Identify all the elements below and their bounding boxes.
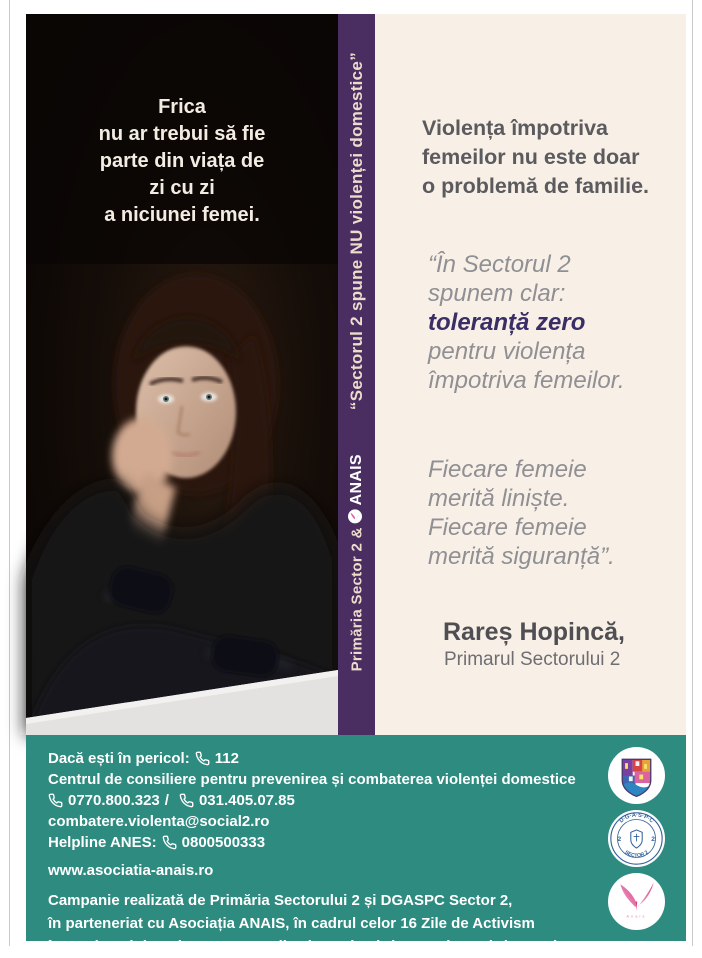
helpline-line xyxy=(48,832,588,853)
phone-number-1: 0770.800.323 xyxy=(68,792,160,809)
headline-line: a niciunei femei. xyxy=(104,204,260,226)
purple-spine xyxy=(338,14,375,735)
phone-icon xyxy=(179,793,194,808)
author-name: Rareș Hopincă, xyxy=(443,618,626,646)
anais-logo xyxy=(608,873,665,930)
campaign-poster xyxy=(26,14,686,955)
helpline-number: 0800500333 xyxy=(181,834,266,851)
spine-partners-prefix: Primăria Sector 2 & xyxy=(348,527,365,672)
footer-contact-info xyxy=(48,748,588,958)
heading-line: femeilor nu este doar xyxy=(422,145,640,169)
phone-icon xyxy=(48,793,63,808)
helpline-label: Helpline ANES: xyxy=(48,834,157,851)
quote-line: Fiecare femeie xyxy=(428,514,587,541)
website-line: www.asociatia-anais.ro xyxy=(48,862,214,879)
quote-line: merită siguranță”. xyxy=(428,543,615,570)
primaria-sector2-logo xyxy=(608,747,665,804)
spine-slogan-text: “Sectorul 2 spune NU violenței domestice” xyxy=(346,52,366,411)
spine-partners-text xyxy=(348,454,366,671)
phone-number-2: 031.405.07.85 xyxy=(198,792,295,809)
anais-mini-logo-icon xyxy=(350,509,364,523)
emergency-number: 112 xyxy=(214,750,239,767)
headline-line: parte din viața de xyxy=(99,150,265,172)
mayor-quote-part2 xyxy=(428,455,678,571)
quote-line: “În Sectorul 2 xyxy=(428,251,571,278)
dgaspc-sector2-logo xyxy=(608,810,665,867)
headline-line: Frica xyxy=(158,96,206,118)
dgaspc-arc-text: D·G·A·S·P·C xyxy=(618,812,655,825)
counseling-center-line: Centrul de consiliere pentru prevenirea și combaterea violenței domestice xyxy=(48,771,576,788)
phone-separator: / xyxy=(164,792,169,809)
campaign-line: împotriva Violenței asupra Femeilor (25 noiembrie – 10 decembrie 2025). xyxy=(48,938,563,955)
zero-tolerance-highlight: toleranță zero xyxy=(428,309,586,336)
dgaspc-right-2: 2 xyxy=(651,835,655,843)
campaign-line: în parteneriat cu Asociația ANAIS, în cadrul celor 16 Zile de Activism xyxy=(48,915,535,932)
headline-line: nu ar trebui să fie xyxy=(98,123,266,145)
email-line: combatere.violenta@social2.ro xyxy=(48,813,270,830)
portrait-photo-panel xyxy=(26,14,338,735)
emergency-label: Dacă ești în pericol: xyxy=(48,750,190,767)
spine-partners xyxy=(338,454,375,671)
quote-line: pentru violența xyxy=(428,338,586,365)
author-title: Primarul Sectorului 2 xyxy=(444,649,621,670)
emergency-line xyxy=(48,748,588,769)
contact-footer xyxy=(26,735,686,955)
quote-attribution xyxy=(443,618,686,671)
campaign-line: Campanie realizată de Primăria Sectorului 2 și DGASPC Sector 2, xyxy=(48,892,513,909)
quote-line: împotriva femeilor. xyxy=(428,367,625,394)
mayor-quote-part1 xyxy=(428,250,678,395)
phone-icon xyxy=(195,751,210,766)
quote-line: spunem clar: xyxy=(428,280,566,307)
spine-campaign-slogan xyxy=(338,52,375,410)
anais-caption: Anais xyxy=(626,914,647,919)
campaign-credits xyxy=(48,889,588,958)
panel-heading xyxy=(422,114,672,201)
poster-top-section xyxy=(26,14,686,735)
headline-line: zi cu zi xyxy=(149,177,215,199)
heading-line: Violența împotriva xyxy=(422,116,608,140)
right-guide-line xyxy=(692,0,693,946)
heading-line: o problemă de familie. xyxy=(422,174,649,198)
partner-logos xyxy=(608,747,665,930)
left-guide-line xyxy=(9,0,10,946)
quote-line: Fiecare femeie xyxy=(428,456,587,483)
phone-numbers-line xyxy=(48,790,588,811)
fear-headline xyxy=(26,94,338,229)
phone-icon xyxy=(162,835,177,850)
dgaspc-left-2: 2 xyxy=(617,835,622,843)
message-panel xyxy=(375,14,686,735)
quote-line: merită liniște. xyxy=(428,485,570,512)
spine-partners-anais: ANAIS xyxy=(347,454,365,506)
dgaspc-sector-text: SECTOR 2 xyxy=(623,849,650,860)
